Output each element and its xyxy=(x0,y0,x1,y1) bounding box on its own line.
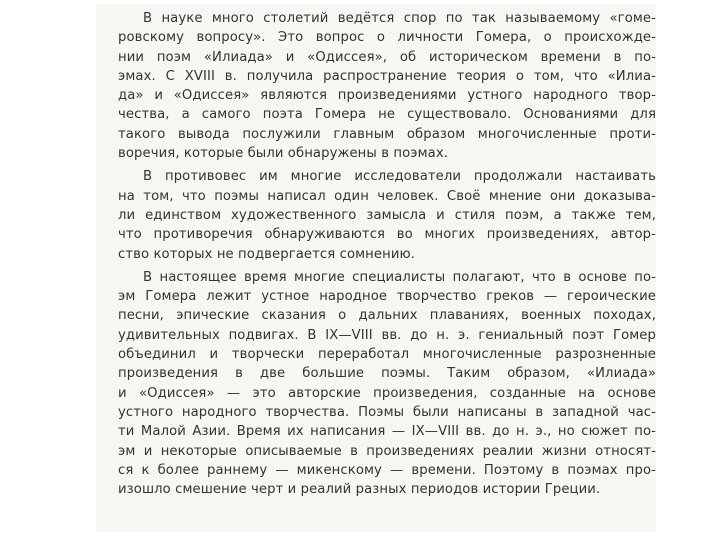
text-line: и «Одиссея» — это авторские произведения, созданные на основе xyxy=(118,385,656,401)
text-line: объединил и творчески переработал многочисленные разрозненные xyxy=(118,347,656,363)
text-line: да» и «Одиссея» являются произведениями устного народного твор- xyxy=(118,88,656,104)
text-line: удивительных подвигах. В IX—VIII вв. до н. э. гениальный поэт Гомер xyxy=(118,327,656,343)
text-line: нии поэм «Илиада» и «Одиссея», об историческом времени в по- xyxy=(118,49,656,65)
text-line: В настоящее время многие специалисты полагают, что в основе по- xyxy=(143,269,656,285)
text-line: что противоречия обнаруживаются во многих произведениях, автор- xyxy=(118,227,656,243)
text-line: эм Гомера лежит устное народное творчество греков — героические xyxy=(118,289,656,305)
text-line: ство которых не подвергается сомнению. xyxy=(118,246,415,262)
paragraph xyxy=(118,167,656,263)
text-line: воречия, которые были обнаружены в поэмах. xyxy=(118,146,449,162)
text-line: чества, а самого поэта Гомера не существовало. Основаниями для xyxy=(118,107,656,123)
text-line: ти Малой Азии. Время их написания — IX—VIII вв. до н. э., но сюжет по- xyxy=(118,424,656,440)
document-body xyxy=(118,9,656,499)
text-line: устного народного творчества. Поэмы были написаны в западной час- xyxy=(118,404,656,420)
paragraph xyxy=(118,9,656,163)
text-line: такого вывода послужили главным образом многочисленные проти- xyxy=(118,126,656,142)
text-line: произведения в две большие поэмы. Таким образом, «Илиада» xyxy=(118,366,656,382)
text-line: на том, что поэмы написал один человек. Своё мнение они доказыва- xyxy=(118,188,656,204)
text-line: ся к более раннему — микенскому — времени. Поэтому в поэмах про- xyxy=(118,462,656,478)
text-line: эм и некоторые описываемые в произведениях реалии жизни относят- xyxy=(118,443,656,459)
text-line: изошло смешение черт и реалий разных периодов истории Греции. xyxy=(118,482,601,498)
paragraph xyxy=(118,268,656,500)
text-line: песни, эпические сказания о дальних плаваниях, военных походах, xyxy=(118,308,656,324)
text-line: ли единством художественного замысла и стиля поэм, а также тем, xyxy=(118,207,656,223)
text-line: эмах. С XVIII в. получила распространение теория о том, что «Илиа- xyxy=(118,68,656,84)
text-line: ровскому вопросу». Это вопрос о личности Гомера, о происхожде- xyxy=(118,30,656,46)
text-line: В противовес им многие исследователи продолжали настаивать xyxy=(143,169,656,185)
text-line: В науке много столетий ведётся спор по так называемому «гоме- xyxy=(143,11,656,26)
